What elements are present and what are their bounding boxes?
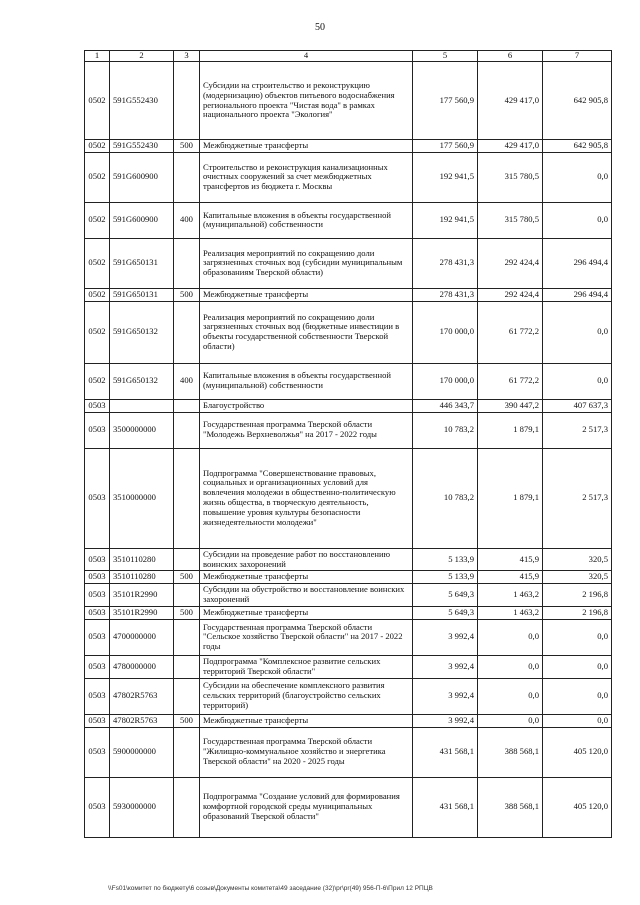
row-expense-type (174, 655, 200, 678)
table-row (85, 678, 612, 714)
row-value-col6: 1 879,1 (478, 448, 543, 548)
column-header: 4 (200, 51, 413, 62)
row-name: Межбюджетные трансферты (200, 714, 413, 727)
row-value-col7: 296 494,4 (543, 238, 612, 288)
column-header: 6 (478, 51, 543, 62)
row-value-col7: 2 517,3 (543, 412, 612, 448)
row-section-code: 0503 (85, 619, 110, 655)
row-value-col6: 429 417,0 (478, 140, 543, 153)
row-section-code: 0502 (85, 152, 110, 202)
row-value-col7: 407 637,3 (543, 399, 612, 412)
row-section-code: 0502 (85, 238, 110, 288)
row-value-col7: 0,0 (543, 301, 612, 363)
row-name: Межбюджетные трансферты (200, 140, 413, 153)
row-value-col5: 278 431,3 (413, 288, 478, 301)
row-value-col7: 2 196,8 (543, 607, 612, 620)
row-value-col5: 3 992,4 (413, 714, 478, 727)
row-value-col5: 5 649,3 (413, 607, 478, 620)
row-expense-type (174, 448, 200, 548)
row-expense-type: 500 (174, 140, 200, 153)
row-target-code: 591G552430 (110, 140, 174, 153)
row-expense-type (174, 152, 200, 202)
row-value-col5: 192 941,5 (413, 152, 478, 202)
row-value-col5: 3 992,4 (413, 678, 478, 714)
row-value-col7: 0,0 (543, 363, 612, 399)
row-value-col7: 405 120,0 (543, 727, 612, 777)
row-value-col5: 278 431,3 (413, 238, 478, 288)
row-value-col7: 2 196,8 (543, 584, 612, 607)
row-name: Капитальные вложения в объекты государственной (муниципальной) собственности (200, 202, 413, 238)
row-section-code: 0503 (85, 548, 110, 571)
table-row (85, 412, 612, 448)
table-row (85, 655, 612, 678)
row-target-code: 3510000000 (110, 448, 174, 548)
row-value-col6: 61 772,2 (478, 363, 543, 399)
header-row (85, 51, 612, 62)
row-value-col7: 0,0 (543, 202, 612, 238)
table-row (85, 238, 612, 288)
table-row (85, 363, 612, 399)
row-target-code: 4700000000 (110, 619, 174, 655)
table-row (85, 399, 612, 412)
row-value-col6: 61 772,2 (478, 301, 543, 363)
row-value-col7: 320,5 (543, 571, 612, 584)
row-expense-type: 400 (174, 363, 200, 399)
row-value-col6: 415,9 (478, 571, 543, 584)
row-value-col5: 192 941,5 (413, 202, 478, 238)
row-value-col6: 415,9 (478, 548, 543, 571)
column-header: 5 (413, 51, 478, 62)
row-value-col6: 292 424,4 (478, 238, 543, 288)
row-target-code: 5930000000 (110, 777, 174, 837)
row-section-code: 0503 (85, 727, 110, 777)
row-target-code: 3510110280 (110, 548, 174, 571)
row-section-code: 0503 (85, 412, 110, 448)
row-value-col6: 0,0 (478, 714, 543, 727)
budget-table (84, 50, 612, 838)
row-value-col5: 170 000,0 (413, 363, 478, 399)
row-target-code: 47802R5763 (110, 678, 174, 714)
row-expense-type (174, 678, 200, 714)
row-expense-type (174, 412, 200, 448)
row-value-col6: 1 879,1 (478, 412, 543, 448)
row-name: Капитальные вложения в объекты государственной (муниципальной) собственности (200, 363, 413, 399)
table-row (85, 202, 612, 238)
row-value-col5: 5 133,9 (413, 548, 478, 571)
row-value-col6: 1 463,2 (478, 584, 543, 607)
row-section-code: 0503 (85, 607, 110, 620)
row-expense-type (174, 777, 200, 837)
row-section-code: 0502 (85, 202, 110, 238)
row-value-col5: 431 568,1 (413, 727, 478, 777)
row-section-code: 0502 (85, 288, 110, 301)
row-section-code: 0502 (85, 363, 110, 399)
row-value-col7: 0,0 (543, 619, 612, 655)
table-row (85, 584, 612, 607)
row-value-col6: 390 447,2 (478, 399, 543, 412)
row-name: Субсидии на строительство и реконструкцию (модернизацию) объектов питьевого водоснабжения регионального проекта "Чистая вода" в рамках национального проекта "Экология" (200, 62, 413, 140)
row-expense-type: 500 (174, 288, 200, 301)
row-target-code (110, 399, 174, 412)
row-value-col6: 315 780,5 (478, 202, 543, 238)
row-name: Межбюджетные трансферты (200, 571, 413, 584)
page-number: 50 (315, 22, 325, 33)
row-section-code: 0503 (85, 571, 110, 584)
row-target-code: 591G650132 (110, 301, 174, 363)
row-value-col5: 177 560,9 (413, 140, 478, 153)
row-section-code: 0503 (85, 584, 110, 607)
table-row (85, 607, 612, 620)
row-value-col6: 0,0 (478, 619, 543, 655)
row-section-code: 0503 (85, 655, 110, 678)
table-row (85, 727, 612, 777)
row-target-code: 591G650131 (110, 238, 174, 288)
row-expense-type (174, 62, 200, 140)
table-row (85, 301, 612, 363)
row-value-col7: 0,0 (543, 714, 612, 727)
row-name: Государственная программа Тверской области "Жилищно-коммунальное хозяйство и энергетика Тверской области" на 2020 - 2025 годы (200, 727, 413, 777)
row-value-col5: 3 992,4 (413, 655, 478, 678)
row-expense-type (174, 548, 200, 571)
row-target-code: 591G552430 (110, 62, 174, 140)
row-target-code: 35101R2990 (110, 607, 174, 620)
row-value-col6: 388 568,1 (478, 727, 543, 777)
column-header: 3 (174, 51, 200, 62)
row-name: Реализация мероприятий по сокращению доли загрязненных сточных вод (бюджетные инвестиции в объекты государственной собственности Тверской области) (200, 301, 413, 363)
row-value-col6: 429 417,0 (478, 62, 543, 140)
table-row (85, 152, 612, 202)
row-value-col7: 0,0 (543, 655, 612, 678)
row-value-col5: 3 992,4 (413, 619, 478, 655)
row-name: Государственная программа Тверской области "Молодежь Верхневолжья" на 2017 - 2022 годы (200, 412, 413, 448)
row-value-col5: 5 133,9 (413, 571, 478, 584)
row-value-col7: 0,0 (543, 152, 612, 202)
table-row (85, 448, 612, 548)
row-name: Реализация мероприятий по сокращению доли загрязненных сточных вод (субсидии муниципальным образованиям Тверской области) (200, 238, 413, 288)
row-name: Строительство и реконструкция канализационных очистных сооружений за счет межбюджетных трансфертов из бюджета г. Москвы (200, 152, 413, 202)
row-expense-type (174, 619, 200, 655)
table-row (85, 777, 612, 837)
table-row (85, 140, 612, 153)
row-value-col7: 405 120,0 (543, 777, 612, 837)
row-section-code: 0503 (85, 714, 110, 727)
row-name: Субсидии на обустройство и восстановление воинских захоронений (200, 584, 413, 607)
row-section-code: 0503 (85, 448, 110, 548)
row-section-code: 0503 (85, 777, 110, 837)
row-value-col5: 177 560,9 (413, 62, 478, 140)
row-value-col5: 10 783,2 (413, 448, 478, 548)
row-target-code: 5900000000 (110, 727, 174, 777)
row-name: Подпрограмма "Совершенствование правовых, социальных и организационных условий для вовлечения молодежи в общественно-политическую жизнь общества, в творческую деятельность, повышение уровня культуры безопасности жизнедеятельности молодежи" (200, 448, 413, 548)
row-section-code: 0502 (85, 62, 110, 140)
row-value-col7: 642 905,8 (543, 62, 612, 140)
row-value-col5: 431 568,1 (413, 777, 478, 837)
row-value-col6: 1 463,2 (478, 607, 543, 620)
row-name: Благоустройство (200, 399, 413, 412)
row-expense-type: 500 (174, 571, 200, 584)
row-target-code: 47802R5763 (110, 714, 174, 727)
row-section-code: 0502 (85, 301, 110, 363)
row-target-code: 591G650132 (110, 363, 174, 399)
row-name: Государственная программа Тверской области "Сельское хозяйство Тверской области" на 2017 - 2022 годы (200, 619, 413, 655)
table-row (85, 619, 612, 655)
row-target-code: 591G600900 (110, 152, 174, 202)
column-header: 2 (110, 51, 174, 62)
row-value-col5: 10 783,2 (413, 412, 478, 448)
row-target-code: 4780000000 (110, 655, 174, 678)
row-value-col5: 5 649,3 (413, 584, 478, 607)
row-expense-type (174, 584, 200, 607)
row-expense-type (174, 301, 200, 363)
row-value-col5: 446 343,7 (413, 399, 478, 412)
row-name: Подпрограмма "Комплексное развитие сельских территорий Тверской области" (200, 655, 413, 678)
row-value-col7: 2 517,3 (543, 448, 612, 548)
column-header: 1 (85, 51, 110, 62)
row-value-col7: 320,5 (543, 548, 612, 571)
row-target-code: 591G600900 (110, 202, 174, 238)
row-value-col6: 388 568,1 (478, 777, 543, 837)
file-path-footer: \\Fs01\комитет по бюджету\6 созыв\Документы комитета\49 заседание (32)\pr\pr(49) 956-П-6\Прил 12 РПЦВ (108, 885, 433, 892)
row-expense-type (174, 238, 200, 288)
row-value-col7: 296 494,4 (543, 288, 612, 301)
row-value-col6: 0,0 (478, 678, 543, 714)
table-row (85, 714, 612, 727)
row-value-col6: 292 424,4 (478, 288, 543, 301)
row-value-col7: 642 905,8 (543, 140, 612, 153)
table-body (85, 62, 612, 838)
row-target-code: 35101R2990 (110, 584, 174, 607)
row-expense-type: 500 (174, 714, 200, 727)
row-name: Межбюджетные трансферты (200, 288, 413, 301)
row-target-code: 3510110280 (110, 571, 174, 584)
row-value-col6: 315 780,5 (478, 152, 543, 202)
table-row (85, 548, 612, 571)
row-section-code: 0503 (85, 399, 110, 412)
row-expense-type: 500 (174, 607, 200, 620)
table-row (85, 571, 612, 584)
row-expense-type: 400 (174, 202, 200, 238)
row-expense-type (174, 727, 200, 777)
row-value-col6: 0,0 (478, 655, 543, 678)
table-row (85, 62, 612, 140)
row-target-code: 3500000000 (110, 412, 174, 448)
row-target-code: 591G650131 (110, 288, 174, 301)
row-name: Подпрограмма "Создание условий для формирования комфортной городской среды муниципальных образований Тверской области" (200, 777, 413, 837)
column-header: 7 (543, 51, 612, 62)
table-row (85, 288, 612, 301)
row-expense-type (174, 399, 200, 412)
row-section-code: 0503 (85, 678, 110, 714)
row-value-col7: 0,0 (543, 678, 612, 714)
row-value-col5: 170 000,0 (413, 301, 478, 363)
row-name: Межбюджетные трансферты (200, 607, 413, 620)
row-section-code: 0502 (85, 140, 110, 153)
row-name: Субсидии на обеспечение комплексного развития сельских территорий (благоустройство сельских территорий) (200, 678, 413, 714)
row-name: Субсидии на проведение работ по восстановлению воинских захоронений (200, 548, 413, 571)
